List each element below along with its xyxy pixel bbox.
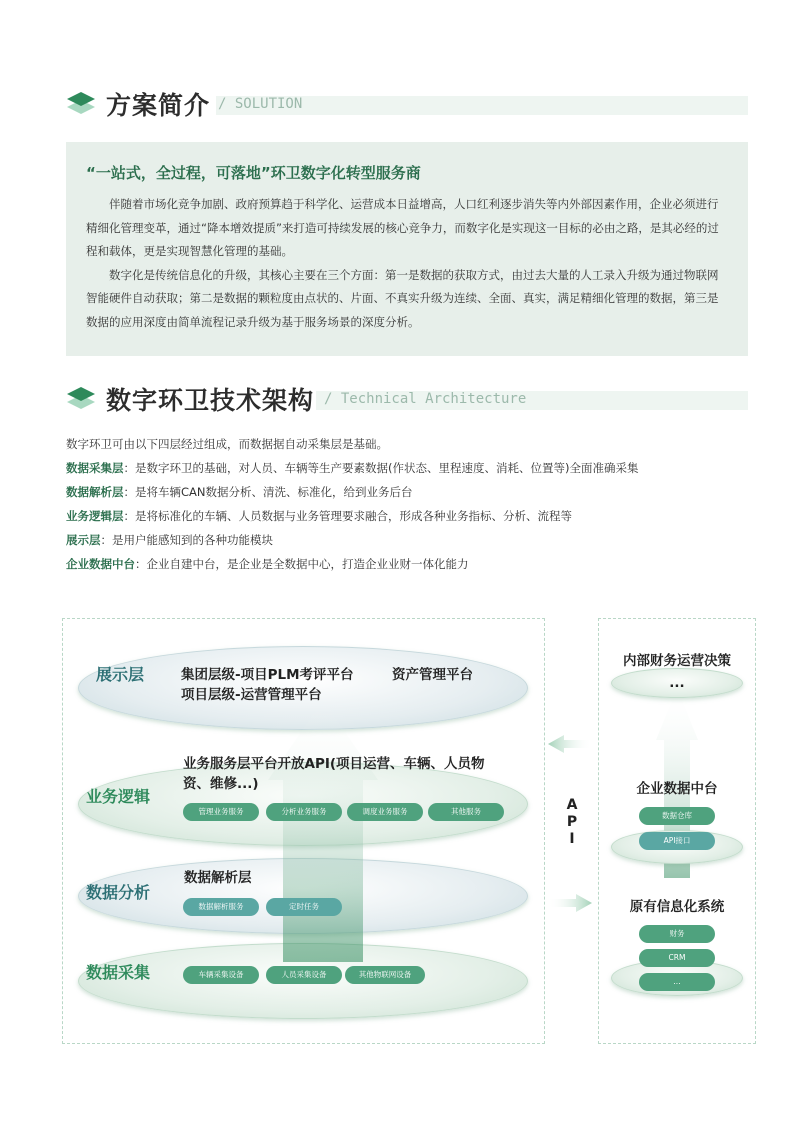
pill-personnel-device[interactable]: 人员采集设备 (266, 966, 342, 984)
pill-business-management[interactable]: 管理业务服务 (183, 803, 259, 821)
api-left-arrow (548, 735, 592, 753)
display-line-1a: 集团层级-项目PLM考评平台 (181, 667, 354, 683)
pill-vehicle-device[interactable]: 车辆采集设备 (183, 966, 259, 984)
business-layer-text: 业务服务层平台开放API(项目运营、车辆、人员物资、维修...) (183, 756, 485, 792)
section-title: 方案简介 (106, 91, 211, 120)
api-letter: P (566, 814, 578, 830)
layer-item-desc: ：是用户能感知到的各种功能模块 (100, 533, 273, 547)
display-line-1b: 资产管理平台 (392, 667, 473, 683)
pill-business-analysis[interactable]: 分析业务服务 (266, 803, 342, 821)
display-line-2: 项目层级-运营管理平台 (181, 687, 322, 703)
analysis-layer-text: 数据解析层 (184, 870, 252, 886)
pill-business-other[interactable]: 其他服务 (428, 803, 504, 821)
pill-data-warehouse[interactable]: 数据仓库 (639, 807, 715, 825)
layer-item-name: 数据采集层 (66, 461, 124, 475)
big-up-arrow (233, 700, 413, 962)
pill-data-parse[interactable]: 数据解析服务 (183, 898, 259, 916)
api-label (565, 797, 579, 848)
intro-paragraph-1: 伴随着市场化竞争加剧、政府预算趋于科学化、运营成本日益增高，人口红利逐步消失等内外部因素作用，企业必须进行精细化管理变革，通过“降本增效提质”来打造可持续发展的核心竞争力，而数字化是实现这一目标的必由之路，是其必经的过程和载体，更是实现智慧化管理的基础。 (86, 197, 719, 258)
business-layer-name: 业务逻辑 (86, 787, 151, 806)
layer-item-name: 业务逻辑层 (66, 509, 124, 523)
pill-finance[interactable]: 财务 (639, 925, 715, 943)
pill-crm[interactable]: CRM (639, 949, 715, 967)
api-right-arrow (548, 894, 592, 912)
legacy-title: 原有信息化系统 (629, 899, 725, 915)
api-letter: A (566, 797, 578, 813)
architecture-intro: 数字环卫可由以下四层经过组成，而数据据自动采集层是基础。 (66, 437, 388, 451)
layer-item-desc: ：是数字环卫的基础，对人员、车辆等生产要素数据(作状态、里程速度、消耗、位置等)全面准确采集 (123, 461, 639, 475)
layer-item-desc: ：是将标准化的车辆、人员数据与业务管理要求融合，形成各种业务指标、分析、流程等 (123, 509, 572, 523)
layer-item-desc: ：企业自建中台，是企业是全数据中心，打造企业业财一体化能力 (135, 557, 469, 571)
finance-title: 内部财务运营决策 (623, 653, 731, 669)
section-subtitle: / SOLUTION (218, 96, 303, 112)
pill-api-interface[interactable]: API接口 (639, 832, 715, 850)
layer-item-name: 数据解析层 (66, 485, 124, 499)
pill-iot-device[interactable]: 其他物联网设备 (345, 966, 425, 984)
layer-item-name: 企业数据中台 (66, 557, 135, 571)
layer-item-name: 展示层 (66, 533, 101, 547)
platform-title: 企业数据中台 (636, 781, 718, 797)
api-letter: I (569, 831, 575, 847)
pill-business-dispatch[interactable]: 调度业务服务 (347, 803, 423, 821)
section-title: 数字环卫技术架构 (106, 386, 315, 415)
intro-headline: “一站式，全过程，可落地”环卫数字化转型服务商 (86, 164, 421, 182)
display-layer-name: 展示层 (96, 665, 145, 684)
collection-layer-name: 数据采集 (86, 963, 151, 982)
finance-dots: ... (669, 675, 685, 691)
pill-more[interactable]: ... (639, 973, 715, 991)
pill-scheduled-task[interactable]: 定时任务 (266, 898, 342, 916)
layer-item-desc: ：是将车辆CAN数据分析、清洗、标准化，给到业务后台 (123, 485, 413, 499)
analysis-layer-name: 数据分析 (86, 883, 151, 902)
intro-paragraph-2: 数字化是传统信息化的升级，其核心主要在三个方面：第一是数据的获取方式，由过去大量的人工录入升级为通过物联网智能硬件自动获取；第二是数据的颗粒度由点状的、片面、不真实升级为连续、全面、真实，满足精细化管理的数据，第三是数据的应用深度由简单流程记录升级为基于服务场景的深度分析。 (86, 267, 719, 329)
section-subtitle: / Technical Architecture (324, 391, 527, 407)
